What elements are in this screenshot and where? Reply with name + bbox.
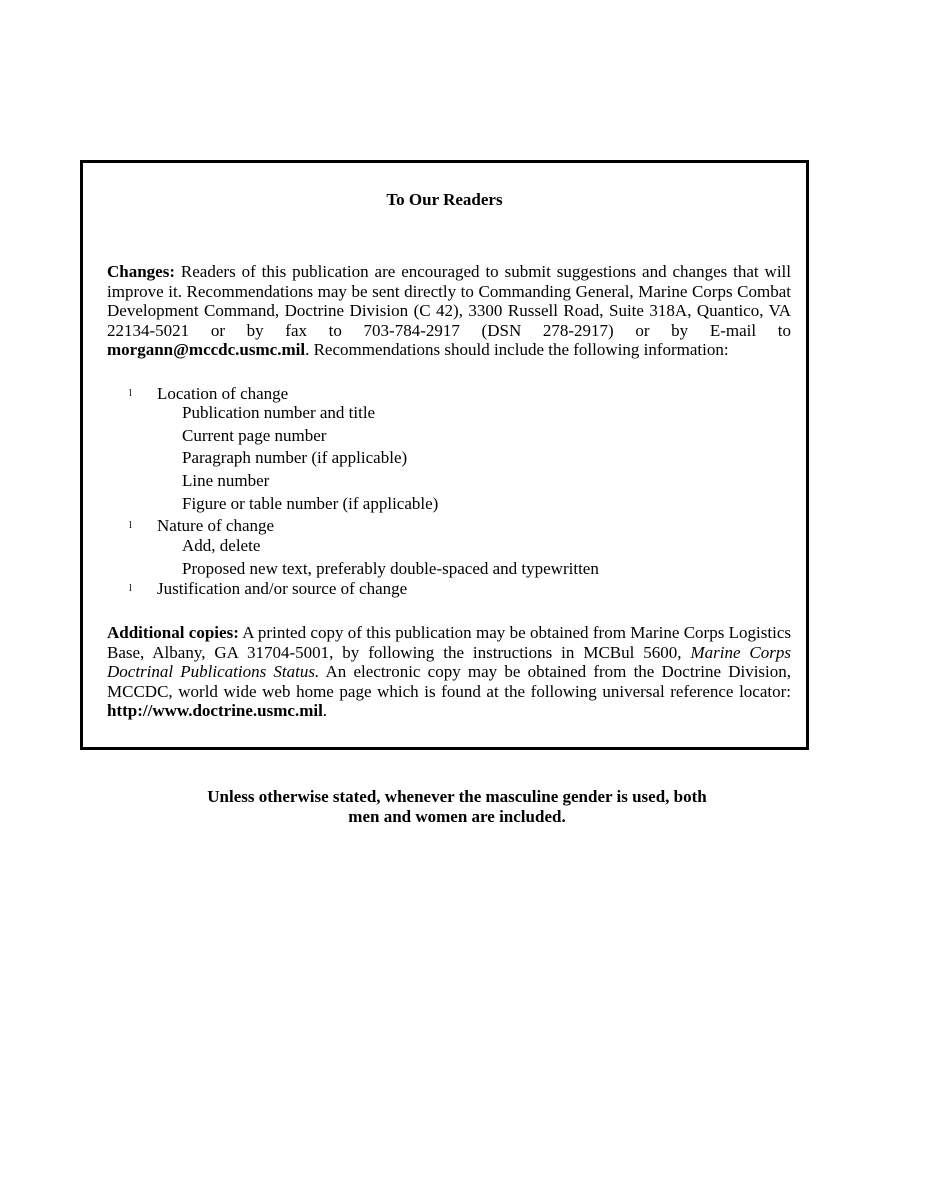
publication-title: Marine Corps Doctrinal Publications Status. (107, 642, 791, 681)
copies-text-continued: An electronic copy may be obtained from the Doctrine Division, MCCDC, world wide web home page which is found at the following universal reference locator: (107, 662, 791, 701)
additional-copies-paragraph (107, 623, 791, 721)
bullet-icon: l (129, 388, 132, 399)
list-item-label: Justification and/or source of change (157, 579, 408, 598)
changes-paragraph (107, 262, 791, 360)
readers-notice-box (80, 160, 809, 750)
list-item-label: Nature of change (157, 516, 275, 535)
list-item-label: Location of change (157, 384, 289, 403)
notice-title: To Our Readers (386, 190, 503, 209)
sub-list-item: Paragraph number (if applicable) (182, 448, 408, 467)
bullet-icon: l (129, 583, 132, 594)
sub-list-item: Current page number (182, 426, 327, 445)
list-item (129, 579, 408, 599)
contact-email: morgann@mccdc.usmc.mil (107, 340, 306, 359)
bullet-icon: l (129, 520, 132, 531)
copies-text: A printed copy of this publication may be obtained from Marine Corps Logistics Base, Albany, GA 31704-5001, by following the instructions in MCBul 5600, (107, 623, 791, 662)
gender-note-line: men and women are included. (348, 807, 566, 826)
copies-text-end: . (322, 701, 328, 720)
doctrine-url: http://www.doctrine.usmc.mil (107, 701, 323, 720)
sub-list-item: Line number (182, 471, 270, 490)
sub-list-item: Publication number and title (182, 403, 376, 422)
sub-list-item: Proposed new text, preferably double-spaced and typewritten (182, 559, 599, 578)
sub-list-item: Add, delete (182, 536, 261, 555)
changes-text-end: . Recommendations should include the following information: (305, 340, 729, 359)
changes-text: Readers of this publication are encouraged to submit suggestions and changes that will improve it. Recommendations may be sent directly to Commanding General, Marine Corps Combat Development Command, Doctrine Division (C 42), 3300 Russell Road, Suite 318A, Quantico, VA 22134-5021 or by fax to 703-784-2917 (DSN 278-2917) or by E-mail to (107, 262, 791, 340)
gender-note-line: Unless otherwise stated, whenever the masculine gender is used, both (207, 787, 707, 806)
sub-list-item: Figure or table number (if applicable) (182, 494, 439, 513)
list-item (129, 384, 289, 404)
gender-note (0, 787, 914, 827)
list-item (129, 516, 275, 536)
changes-heading: Changes: (107, 262, 176, 281)
additional-copies-heading: Additional copies: (107, 623, 239, 642)
